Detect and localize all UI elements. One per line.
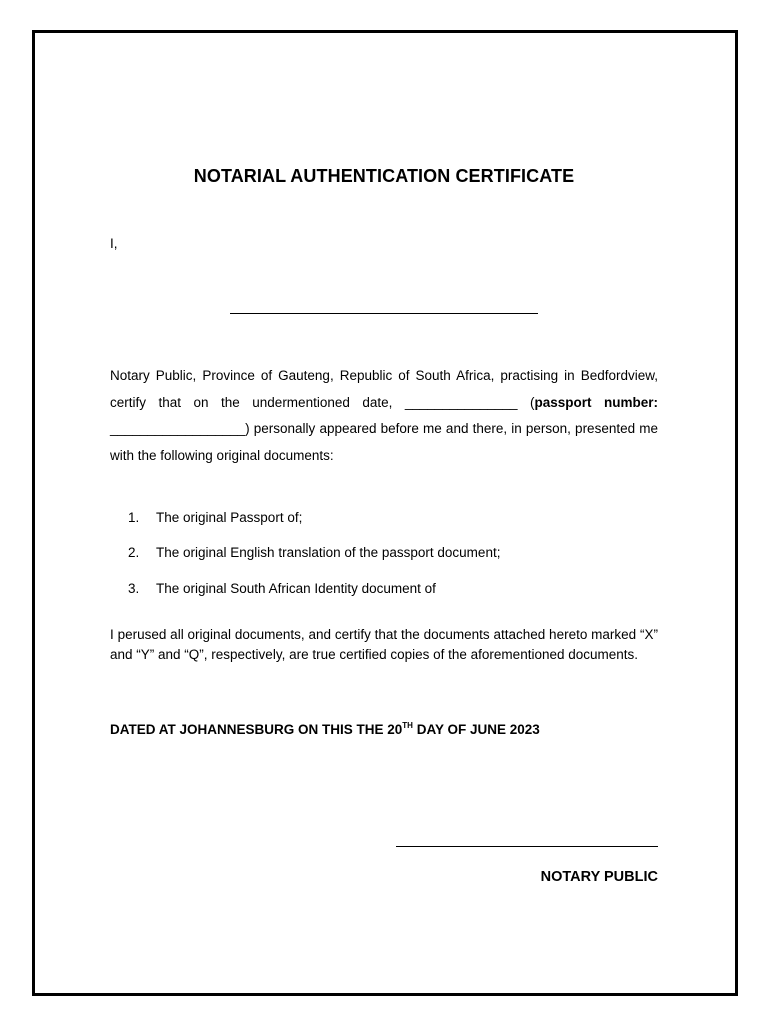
salutation: I,	[110, 236, 118, 251]
list-item	[128, 510, 302, 525]
certification-paragraph	[110, 363, 658, 469]
paragraph-text-end: __________________) personally appeared before me and there, in person, presented me with the following original documents:	[110, 421, 658, 463]
dated-prefix: DATED AT JOHANNESBURG ON THIS THE 20	[110, 722, 403, 737]
document-title: NOTARIAL AUTHENTICATION CERTIFICATE	[193, 166, 575, 186]
signatory-title: NOTARY PUBLIC	[540, 869, 658, 885]
dated-ordinal-suffix: TH	[402, 721, 413, 730]
list-item	[128, 545, 500, 560]
signature-line	[396, 846, 658, 847]
name-blank-line	[230, 313, 538, 314]
perusal-paragraph: I perused all original documents, and certify that the documents attached hereto marked “X” and “Y” and “Q”, respectively, are true certified copies of the aforementioned documents.	[110, 627, 658, 662]
paragraph-text-start: Notary Public, Province of Gauteng, Republic of South Africa, practising in Bedfordview, certify that on the undermentioned date, _______________ (	[110, 368, 658, 410]
list-text: The original Passport of;	[156, 510, 303, 525]
dated-rest: DAY OF JUNE 2023	[412, 722, 540, 737]
list-number: 3.	[128, 581, 140, 596]
passport-number-label: passport number:	[534, 394, 658, 410]
list-text: The original South African Identity document of	[156, 581, 436, 596]
list-text: The original English translation of the passport document;	[156, 545, 501, 560]
list-number: 2.	[128, 545, 140, 560]
list-number: 1.	[128, 510, 140, 525]
dated-line	[110, 722, 540, 737]
list-item	[128, 581, 436, 596]
